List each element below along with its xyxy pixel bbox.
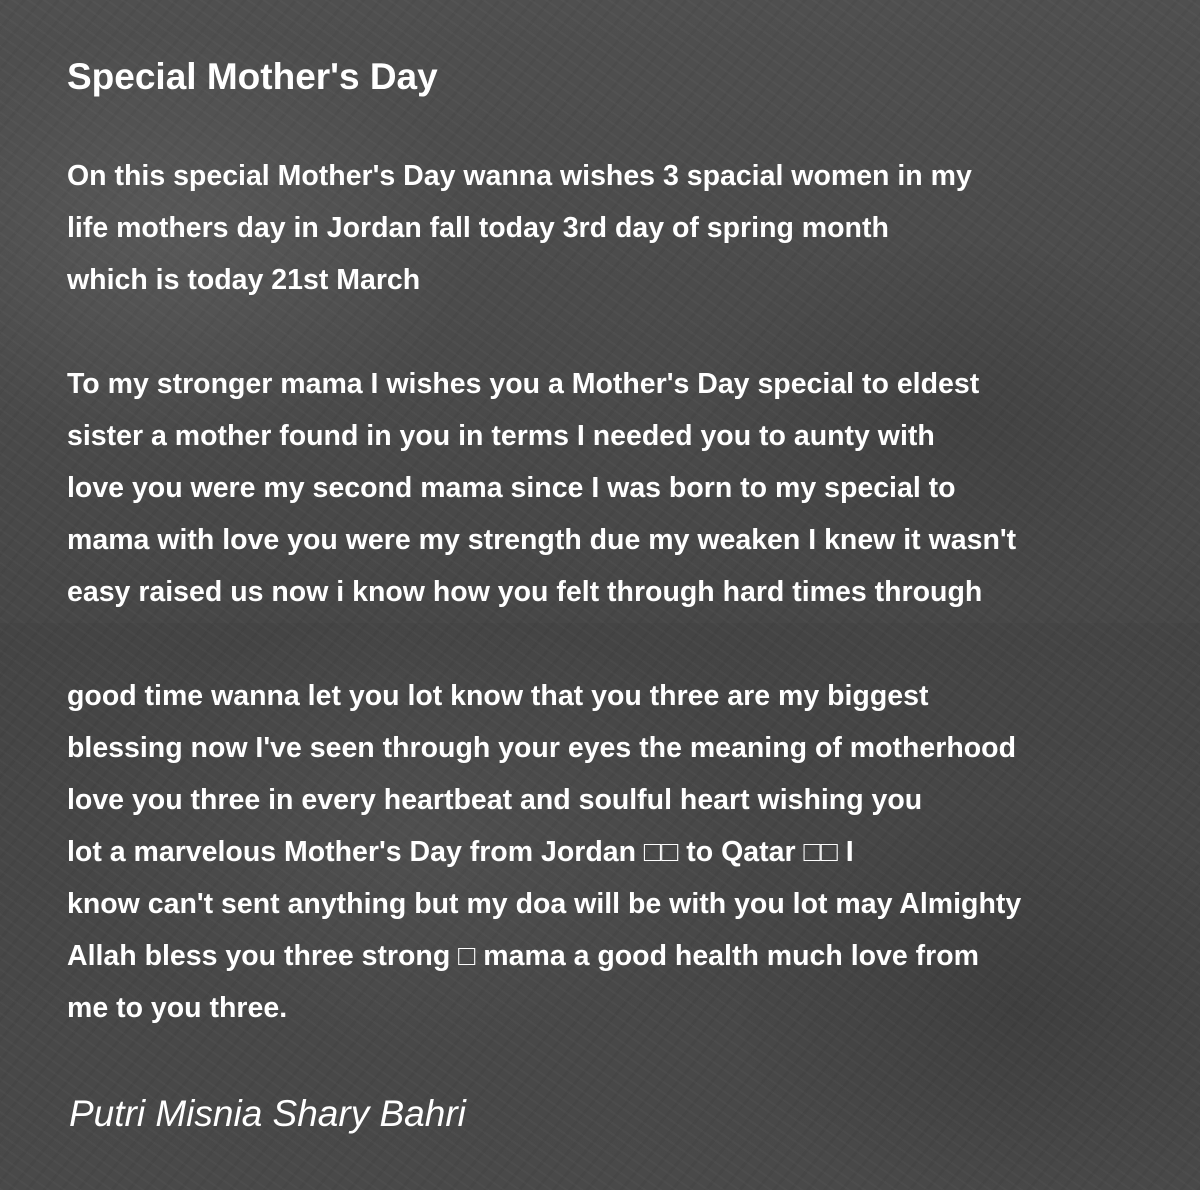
poem-line: mama with love you were my strength due my weaken I knew it wasn't <box>67 524 1017 556</box>
poem-line: know can't sent anything but my doa will be with you lot may Almighty <box>67 888 1022 920</box>
poem-line: Allah bless you three strong □ mama a good health much love from <box>67 940 979 972</box>
poem-line: love you were my second mama since I was born to my special to <box>67 472 956 504</box>
poem-line: easy raised us now i know how you felt through hard times through <box>67 576 983 608</box>
poem-line: which is today 21st March <box>67 264 421 296</box>
poem-line: On this special Mother's Day wanna wishes 3 spacial women in my <box>67 160 972 192</box>
poem-line: me to you three. <box>67 992 288 1024</box>
poem-stanza <box>67 358 1177 618</box>
poem-stanza <box>67 150 1177 306</box>
poem-line: blessing now I've seen through your eyes the meaning of motherhood <box>67 732 1016 764</box>
poem-line: To my stronger mama I wishes you a Mother's Day special to eldest <box>67 368 980 400</box>
poem-line: good time wanna let you lot know that you three are my biggest <box>67 680 929 712</box>
poem-stanza <box>67 670 1177 1034</box>
poem-line: love you three in every heartbeat and soulful heart wishing you <box>67 784 923 816</box>
poem-title: Special Mother's Day <box>67 56 438 97</box>
poem-body <box>67 150 1177 1086</box>
poem-line: lot a marvelous Mother's Day from Jordan □□ to Qatar □□ I <box>67 836 854 868</box>
poem-line: life mothers day in Jordan fall today 3rd day of spring month <box>67 212 889 244</box>
poem-author: Putri Misnia Shary Bahri <box>69 1093 466 1134</box>
poem-line: sister a mother found in you in terms I needed you to aunty with <box>67 420 935 452</box>
